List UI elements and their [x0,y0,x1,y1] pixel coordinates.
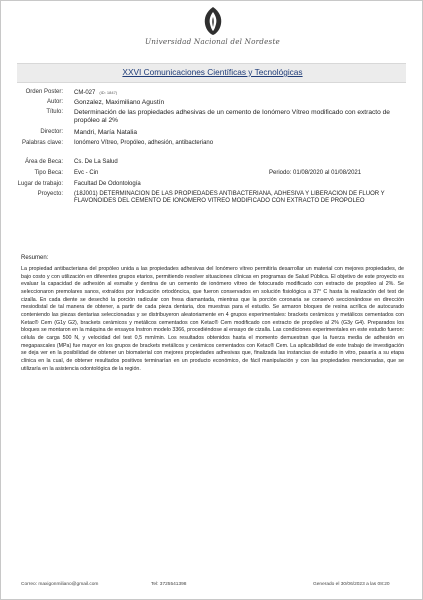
director-label: Director: [40,129,63,135]
autor-label: Autor: [46,99,63,105]
university-name: Universidad Nacional del Nordeste [145,37,280,46]
director-value: Mandri, María Natalia [74,129,138,136]
orden-poster-label: Orden Poster: [25,89,63,95]
orden-poster-code: CM-027 [74,90,96,96]
resumen-text: La propiedad antibacteriana del propóleo unida a las propiedades adhesivas del Ionómero vítreo permitiría desarrollar un material con mejores propiedades, de bajo costo y con utilización en diferentes grupos etarios, permitiendo resolver situaciones clínicas en programas de Salud Pública. El objetivo de este proyecto es evaluar la capacidad de adhesión al esmalte y dentina de un cemento de ionómero vítreo de fotocurado modificado con extracto de propóleo al 2%. Se seleccionaron premolares sanos, extraídos por indicación ortodóncica, que fueron conservados en solución fisiológica a 37° C hasta la realización del test de cizalla. En cada diente se desechó la porción radicular con fresa diamantada, mientras que la porción coronaria se conservó seccionándose en dirección mesiodistal de tal manera de obtener, a partir de cada pieza dentaria, dos muestras para el estudio. Se armaron bloques de resina acrílica de autocurado conteniendo las piezas dentarias seleccionadas y se distribuyeron aleatoriamente en 4 grupos experimentales: brackets cerámicos y metálicos cementados con Ketac® Cem (G1y G2), brackets cerámicos y metálicos cementados con Ketac® Cem modificado con extracto de propóleo al 2% (G3y G4). Preparados los bloques se montaron en la máquina de ensayos Instron modelo 3366, procediéndose al ensayo de cizalla. Las condiciones experimentales en este estudio fueron: célula de carga 500 N, y velocidad del test 0,5 mm/min. Los resultados obtenidos hasta el momento demuestran que la fuerza media de adhesión en megapascales (MPa) fue mayor en los grupos de brackets metálicos y cerámicos cementados con Ketac® Cem. La aplicabilidad de este trabajo de investigación se deja ver en la posibilidad de obtener un biomaterial con mejores propiedades adhesivas que, finalizada las instancias de estudio in vitro, pasaría a su etapa clínica en la cual, de obtener resultados positivos terminarían en un producto económico, de fácil manipulación y con las propiedades mencionadas, que se utilizaría en la asistencia odontológica de la región. [21,266,404,372]
university-emblem-icon [202,6,224,36]
palabras-clave-value: Ionómero Vítreo, Propóleo, adhesión, antibacteriano [74,140,214,146]
proyecto-value: (18J001) DETERMINACION DE LAS PROPIEDADES ANTIBACTERIANA, ADHESIVA Y LIBERACION DE FLUOR Y FLAVONOIDES DEL CEMENTO DE IONOMERO VITREO MODIFICADO CON EXTRACTO DE PROPOLEO [74,191,385,205]
tipo-beca-label: Tipo Beca: [34,170,63,176]
footer-tel: Tel: 3725541398 [151,582,187,587]
lugar-trabajo-label: Lugar de trabajo: [17,181,63,187]
resumen-label: Resumen: [21,255,49,261]
titulo-value: Determinación de las propiedades adhesivas de un cemento de Ionómero Vítreo modificado con extracto de propóleo al 2% [74,109,390,124]
area-beca-value: Cs. De La Salud [74,159,118,165]
event-title: XXVI Comunicaciones Científicas y Tecnológicas [122,67,303,77]
autor-value: Gonzalez, Maximiliano Agustín [74,99,165,106]
periodo-label: Periodo: [269,170,292,176]
tipo-beca-value: Evc - Cin [74,170,99,176]
lugar-trabajo-value: Facultad De Odontología [74,181,141,187]
university-logo [1,6,423,46]
footer-generado: Generado el 30/06/2023 a las 08:20 [313,582,390,587]
periodo-value: 01/08/2020 al 01/08/2021 [293,170,362,176]
periodo [269,170,361,177]
orden-poster-value [74,89,409,97]
proyecto-label: Proyecto: [37,191,63,197]
poster-id: (ID: 1847) [99,90,118,95]
footer-correo: Correo: maxigonmiliano@gmail.com [21,582,99,587]
area-beca-label: Área de Beca: [24,159,63,165]
palabras-clave-label: Palabras clave: [21,140,63,146]
titulo-label: Título: [46,109,63,115]
